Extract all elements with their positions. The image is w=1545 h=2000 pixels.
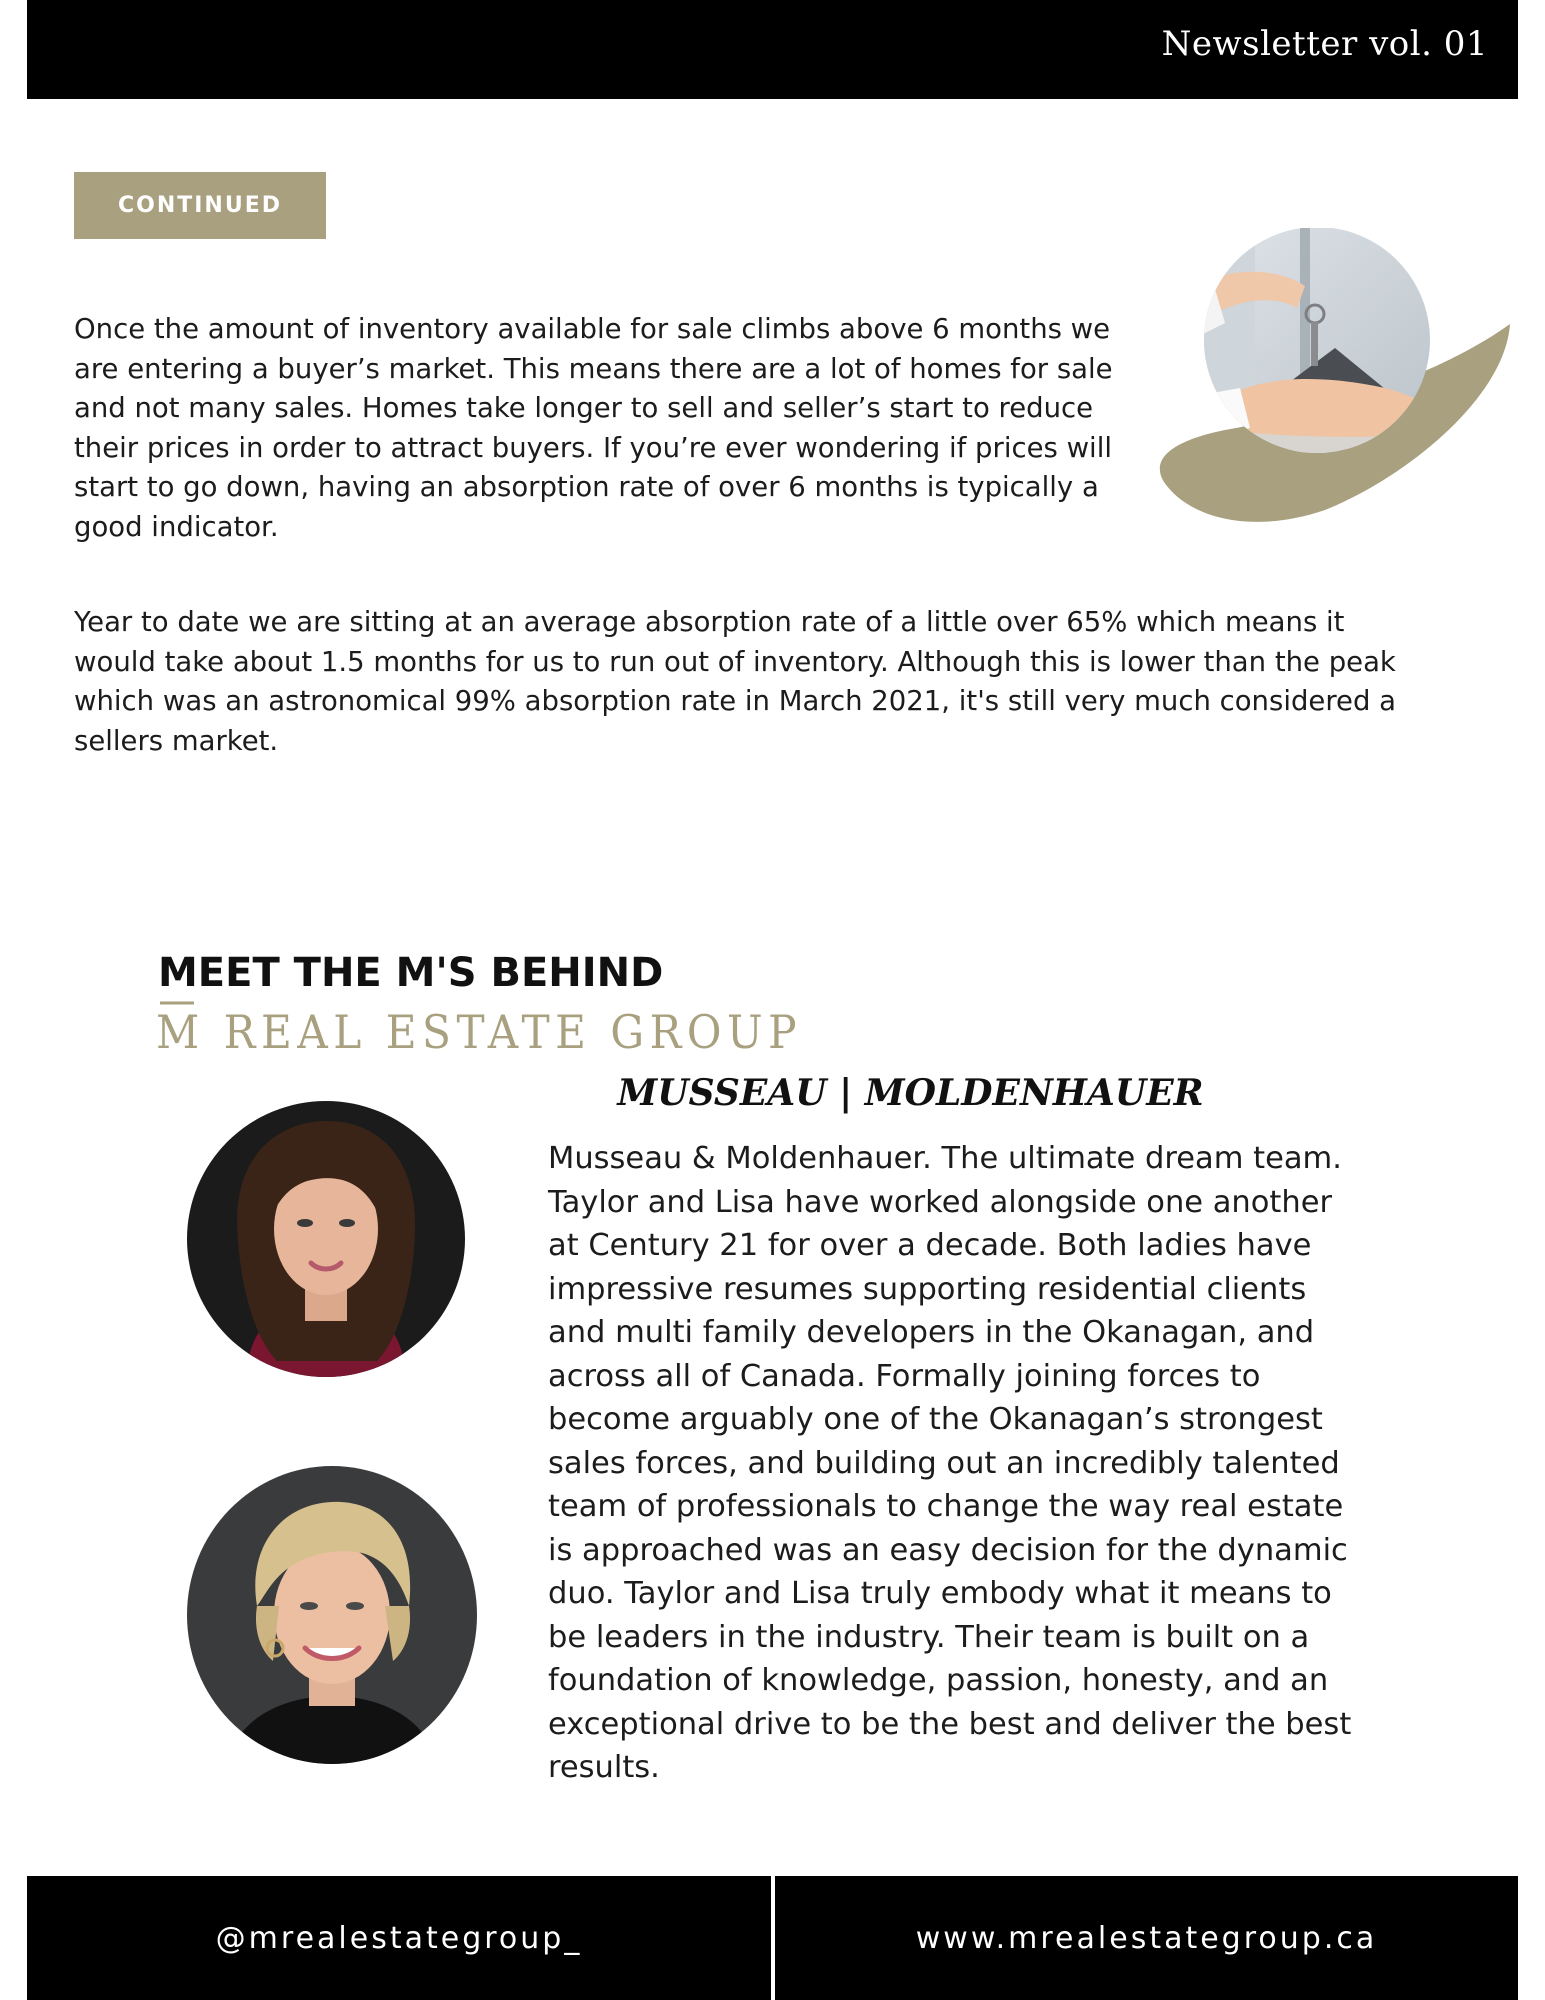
portrait-lisa-moldenhauer: [187, 1466, 477, 1764]
continued-badge: CONTINUED: [74, 172, 326, 239]
website-link[interactable]: www.mrealestategroup.ca: [775, 1876, 1518, 2000]
team-names: MUSSEAU | MOLDENHAUER: [617, 1072, 1204, 1114]
header-bar: [27, 0, 1518, 99]
brand-logo: [156, 1000, 806, 1056]
house-key-photo: [1155, 228, 1525, 528]
newsletter-title: Newsletter vol. 01: [1161, 24, 1488, 64]
social-handle-link[interactable]: @mrealestategroup_: [27, 1876, 771, 2000]
team-bio: Musseau & Moldenhauer. The ultimate dream team. Taylor and Lisa have worked alongside one another at Century 21 for over a decade. Both ladies have impressive resumes supporting residential clients and multi family developers in the Okanagan, and across all of Canada. Formally joining forces to become arguably one of the Okanagan’s strongest sales forces, and building out an incredibly talented team of professionals to change the way real estate is approached was an easy decision for the dynamic duo. Taylor and Lisa truly embody what it means to be leaders in the industry. Their team is built on a foundation of knowledge, passion, honesty, and an exceptional drive to be the best and deliver the best results.: [548, 1141, 1352, 1785]
brand-wordmark: M REAL ESTATE GROUP: [156, 1005, 802, 1056]
article-paragraph-2: Year to date we are sitting at an average absorption rate of a little over 65% which means it would take about 1.5 months for us to run out of inventory. Although this is lower than the peak which was an astronomical 99% absorption rate in March 2021, it's still very much considered a sellers market.: [74, 606, 1397, 757]
article-paragraph-1: Once the amount of inventory available for sale climbs above 6 months we are entering a buyer’s market. This means there are a lot of homes for sale and not many sales. Homes take longer to sell and seller’s start to reduce their prices in order to attract buyers. If you’re ever wondering if prices will start to go down, having an absorption rate of over 6 months is typically a good indicator.: [74, 313, 1113, 543]
meet-heading: MEET THE M'S BEHIND: [158, 950, 664, 996]
portrait-taylor-musseau: [187, 1101, 465, 1377]
